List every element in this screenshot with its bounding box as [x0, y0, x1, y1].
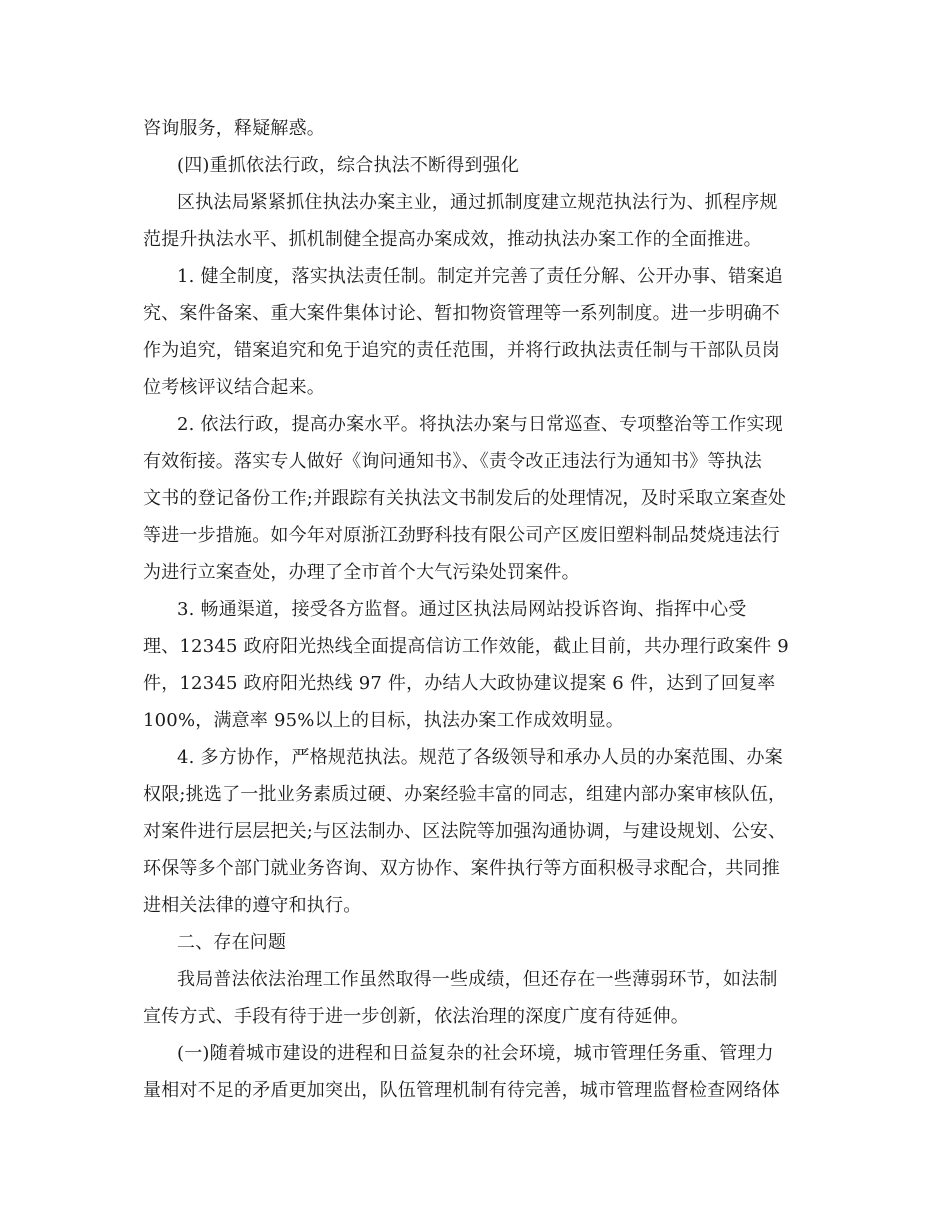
text-line: 2. 依法行政，提高办案水平。将执法办案与日常巡查、专项整治等工作实现	[177, 414, 783, 435]
text-line: 咨询服务，释疑解惑。	[143, 118, 325, 139]
text-line: 位考核评议结合起来。	[143, 377, 325, 398]
text-line: 等进一步措施。如今年对原浙江劲野科技有限公司产区废旧塑料制品焚烧违法行	[143, 525, 780, 546]
text-line: 作为追究，错案追究和免于追究的责任范围，并将行政执法责任制与干部队员岗	[143, 340, 780, 361]
text-line: 进相关法律的遵守和执行。	[143, 895, 362, 916]
text-line: 范提升执法水平、抓机制健全提高办案成效，推动执法办案工作的全面推进。	[143, 229, 762, 250]
text-line: 有效衔接。落实专人做好《询问通知书》、《责令改正违法行为通知书》等执法	[143, 451, 762, 472]
text-line: 1. 健全制度，落实执法责任制。制定并完善了责任分解、公开办事、错案追	[177, 266, 783, 287]
text-line: (一)随着城市建设的进程和日益复杂的社会环境，城市管理任务重、管理力	[177, 1043, 774, 1064]
text-line: 宣传方式、手段有待于进一步创新，依法治理的深度广度有待延伸。	[143, 1006, 689, 1027]
text-line: 环保等多个部门就业务咨询、双方协作、案件执行等方面积极寻求配合，共同推	[143, 858, 780, 879]
text-line: 量相对不足的矛盾更加突出，队伍管理机制有待完善，城市管理监督检查网络体	[143, 1080, 780, 1101]
text-line: 对案件进行层层把关;与区法制办、区法院等加强沟通协调，与建设规划、公安、	[143, 821, 787, 842]
text-line: 为进行立案查处，办理了全市首个大气污染处罚案件。	[143, 562, 580, 583]
section-heading: (四)重抓依法行政，综合执法不断得到强化	[177, 155, 520, 176]
section-heading: 二、存在问题	[177, 932, 287, 953]
text-line: 理、12345 政府阳光热线全面提高信访工作效能，截止目前，共办理行政案件 9	[143, 636, 789, 657]
text-line: 4. 多方协作，严格规范执法。规范了各级领导和承办人员的办案范围、办案	[177, 747, 783, 768]
text-line: 究、案件备案、重大案件集体讨论、暂扣物资管理等一系列制度。进一步明确不	[143, 303, 780, 324]
text-line: 文书的登记备份工作;并跟踪有关执法文书制发后的处理情况，及时采取立案查处	[143, 488, 787, 509]
text-line: 我局普法依法治理工作虽然取得一些成绩，但还存在一些薄弱环节，如法制	[177, 969, 778, 990]
text-line: 区执法局紧紧抓住执法办案主业，通过抓制度建立规范执法行为、抓程序规	[177, 192, 778, 213]
text-line: 权限;挑选了一批业务素质过硬、办案经验丰富的同志，组建内部办案审核队伍，	[143, 784, 787, 805]
text-line: 件，12345 政府阳光热线 97 件，办结人大政协建议提案 6 件，达到了回复率	[143, 673, 776, 694]
text-line: 100%，满意率 95%以上的目标，执法办案工作成效明显。	[143, 710, 624, 731]
text-line: 3. 畅通渠道，接受各方监督。通过区执法局网站投诉咨询、指挥中心受	[177, 599, 747, 620]
